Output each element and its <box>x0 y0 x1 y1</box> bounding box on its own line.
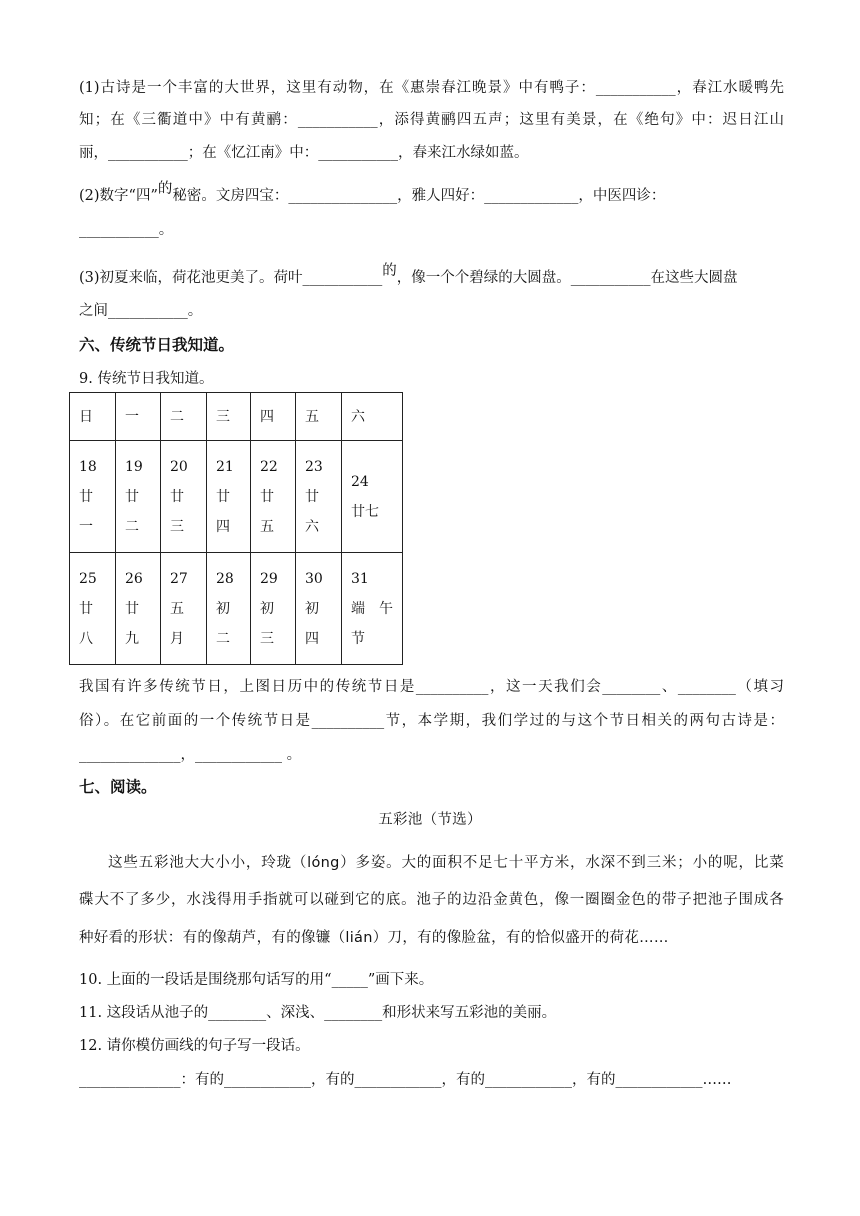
section-7-heading: 七、阅读。 <box>79 778 157 796</box>
day-number: 26 <box>125 570 143 587</box>
day-number: 21 <box>216 458 234 475</box>
passage-line-2: 碟大不了多少，水浅得用手指就可以碰到它的底。池子的边沿金黄色，像一圈圈金色的带子把池子围成各 <box>79 892 784 908</box>
day-number: 27 <box>170 570 188 587</box>
lunar-date: 四 <box>305 630 319 647</box>
passage-line-1: 这些五彩池大大小小，玲珑（lóng）多姿。大的面积不足七十平方米，水深不到三米；小的呢，比菜 <box>108 855 784 871</box>
q12-answer-line: ______________：有的____________，有的____________，有的____________，有的____________…… <box>79 1072 732 1088</box>
lunar-date: 廿 <box>170 488 184 505</box>
q1-line-3: 丽，___________；在《忆江南》中：___________，春来江水绿如蓝。 <box>79 145 529 161</box>
calendar-week-row <box>70 441 403 553</box>
lunar-date: 初 <box>305 600 319 617</box>
lunar-date: 三 <box>260 630 274 647</box>
q3-line-2: 之间___________。 <box>79 303 203 319</box>
lunar-date: 五 <box>260 518 274 535</box>
q9-line-2: 俗）。在它前面的一个传统节日是__________节，本学期，我们学过的与这个节日相关的两句古诗是： <box>79 713 784 729</box>
day-number: 29 <box>260 570 278 587</box>
lunar-date: 二 <box>216 630 230 647</box>
weekday-header: 二 <box>161 393 207 441</box>
lunar-date: 五 <box>170 600 184 617</box>
lunar-date: 廿 <box>79 600 93 617</box>
lunar-date: 廿七 <box>351 503 379 520</box>
calendar-cell <box>161 553 207 665</box>
calendar-cell <box>116 553 161 665</box>
weekday-header: 六 <box>342 393 403 441</box>
day-number: 24 <box>351 473 369 490</box>
q2-line-1 <box>79 181 666 205</box>
calendar-cell <box>161 441 207 553</box>
day-number: 30 <box>305 570 323 587</box>
weekday-header: 五 <box>296 393 342 441</box>
calendar-cell-festival <box>342 553 403 665</box>
lunar-date: 二 <box>125 518 139 535</box>
lunar-date: 初 <box>216 600 230 617</box>
lunar-date: 廿 <box>125 600 139 617</box>
calendar-cell <box>251 441 296 553</box>
lunar-date: 三 <box>170 518 184 535</box>
weekday-header: 一 <box>116 393 161 441</box>
day-number: 20 <box>170 458 188 475</box>
calendar-cell <box>116 441 161 553</box>
passage-line-3: 种好看的形状：有的像葫芦，有的像镰（lián）刀，有的像脸盆，有的恰似盛开的荷花…… <box>79 930 669 946</box>
lunar-date: 廿 <box>125 488 139 505</box>
q2-line-2: ___________。 <box>79 222 174 238</box>
q9-line-1: 我国有许多传统节日，上图日历中的传统节日是__________，这一天我们会________、________（填习 <box>79 679 784 695</box>
day-number: 19 <box>125 458 143 475</box>
day-number: 31 <box>351 570 369 587</box>
lunar-date: 廿 <box>305 488 319 505</box>
q12: 12. 请你模仿画线的句子写一段话。 <box>79 1038 310 1054</box>
festival-name: 节 <box>351 630 365 647</box>
q3-part-1: (3)初夏来临，荷花池更美了。荷叶___________ <box>79 270 383 286</box>
lunar-date: 四 <box>216 518 230 535</box>
q3-line-1 <box>79 263 738 287</box>
calendar-cell <box>70 441 116 553</box>
lunar-date: 八 <box>79 630 93 647</box>
calendar-cell <box>296 441 342 553</box>
section-6-heading: 六、传统节日我知道。 <box>79 336 235 354</box>
weekday-header: 三 <box>207 393 251 441</box>
passage-title: 五彩池（节选） <box>378 812 482 828</box>
calendar-cell <box>207 441 251 553</box>
day-number: 23 <box>305 458 323 475</box>
q9-title: 9. 传统节日我知道。 <box>79 371 214 387</box>
q11: 11. 这段话从池子的________、深浅、________和形状来写五彩池的美丽。 <box>79 1005 557 1021</box>
calendar-table <box>69 392 403 665</box>
q1-line-1: (1)古诗是一个丰富的大世界，这里有动物，在《惠崇春江晚景》中有鸭子：___________，春江水暖鸭先 <box>79 80 784 96</box>
festival-name: 端 午 <box>351 600 393 617</box>
lunar-date: 廿 <box>79 488 93 505</box>
q10: 10. 上面的一段话是围绕那句话写的用“_____”画下来。 <box>79 972 434 988</box>
calendar-cell <box>342 441 403 553</box>
day-number: 18 <box>79 458 97 475</box>
lunar-date: 廿 <box>216 488 230 505</box>
weekday-header: 日 <box>70 393 116 441</box>
lunar-date: 月 <box>170 630 184 647</box>
q2-part-1: (2)数字“四” <box>79 188 158 204</box>
calendar-header-row <box>70 393 403 441</box>
calendar-cell <box>70 553 116 665</box>
lunar-date: 六 <box>305 518 319 535</box>
q9-line-3: ______________，____________ 。 <box>79 747 302 763</box>
q3-superscript: 的 <box>382 263 397 279</box>
q2-part-2: 秘密。文房四宝：_______________，雅人四好：_____________，中医四诊： <box>172 188 666 204</box>
lunar-date: 初 <box>260 600 274 617</box>
calendar-cell <box>207 553 251 665</box>
day-number: 22 <box>260 458 278 475</box>
q3-part-2: ，像一个个碧绿的大圆盘。___________在这些大圆盘 <box>396 270 738 286</box>
q1-line-2: 知；在《三衢道中》中有黄鹂：___________，添得黄鹂四五声；这里有美景，在《绝句》中：迟日江山 <box>79 112 784 128</box>
weekday-header: 四 <box>251 393 296 441</box>
day-number: 28 <box>216 570 234 587</box>
lunar-date: 廿 <box>260 488 274 505</box>
calendar-cell <box>251 553 296 665</box>
lunar-date: 九 <box>125 630 139 647</box>
calendar-week-row <box>70 553 403 665</box>
calendar-cell <box>296 553 342 665</box>
q2-superscript: 的 <box>157 181 173 197</box>
day-number: 25 <box>79 570 97 587</box>
lunar-date: 一 <box>79 518 93 535</box>
